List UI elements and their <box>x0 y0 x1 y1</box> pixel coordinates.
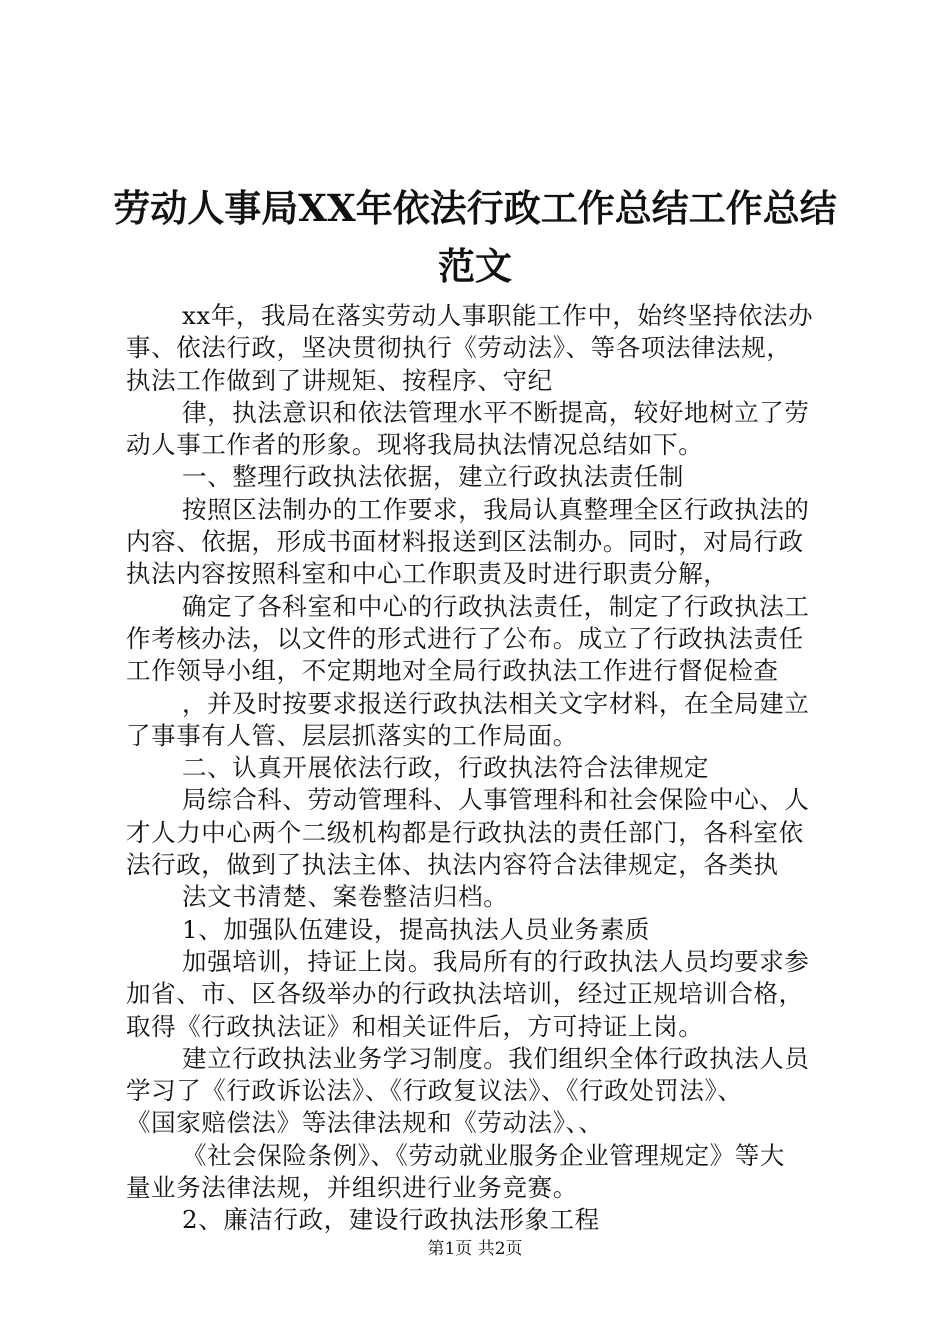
body-text-line: 事、依法行政，坚决贯彻执行《劳动法》、等各项法律法规， <box>126 333 792 363</box>
body-text-line: 取得《行政执法证》和相关证件后，方可持证上岗。 <box>126 1011 704 1041</box>
body-text-line: 法文书清楚、案卷整洁归档。 <box>182 882 509 912</box>
body-text-line: 一、整理行政执法依据，建立行政执法责任制 <box>182 462 684 492</box>
body-text-line: 局综合科、劳动管理科、人事管理科和社会保险中心、人 <box>182 785 810 815</box>
body-text-line: 2、廉洁行政，建设行政执法形象工程 <box>182 1205 600 1235</box>
body-text-line: 工作领导小组，不定期地对全局行政执法工作进行督促检查 <box>126 656 779 686</box>
body-text-line: 动人事工作者的形象。现将我局执法情况总结如下。 <box>126 430 704 460</box>
body-text-line: 1、加强队伍建设，提高执法人员业务素质 <box>182 914 650 944</box>
body-text-line: 内容、依据，形成书面材料报送到区法制办。同时，对局行政 <box>126 527 804 557</box>
body-text-line: 确定了各科室和中心的行政执法责任，制定了行政执法工 <box>182 591 810 621</box>
body-text-line: 学习了《行政诉讼法》、《行政复议法》、《行政处罚法》、 <box>126 1076 743 1106</box>
body-text-line: 建立行政执法业务学习制度。我们组织全体行政执法人员 <box>182 1043 810 1073</box>
body-text-line: 了事事有人管、层层抓落实的工作局面。 <box>126 720 578 750</box>
page-footer: 第1页 共2页 <box>427 1239 523 1259</box>
body-text-line: xx年，我局在落实劳动人事职能工作中，始终坚持依法办 <box>182 301 814 330</box>
document-title-line2: 范文 <box>438 244 512 288</box>
body-text-line: 执法内容按照科室和中心工作职责及时进行职责分解， <box>126 559 729 589</box>
document-title-line1: 劳动人事局XX年依法行政工作总结工作总结 <box>113 186 837 230</box>
document-body <box>126 300 834 1237</box>
body-text-line: 作考核办法，以文件的形式进行了公布。成立了行政执法责任 <box>126 623 804 653</box>
body-text-line: 加省、市、区各级举办的行政执法培训，经过正规培训合格， <box>126 979 804 1009</box>
body-text-line: 才人力中心两个二级机构都是行政执法的责任部门，各科室依 <box>126 817 804 847</box>
body-text-line: 执法工作做到了讲规矩、按程序、守纪 <box>126 365 553 395</box>
body-text-line: 二、认真开展依法行政，行政执法符合法律规定 <box>182 753 710 783</box>
body-text-line: 律，执法意识和依法管理水平不断提高，较好地树立了劳 <box>182 397 810 427</box>
body-text-line: ，并及时按要求报送行政执法相关文字材料，在全局建立 <box>182 688 810 718</box>
body-text-line: 《国家赔偿法》等法律法规和《劳动法》、、 <box>126 1108 604 1138</box>
body-text-line: 量业务法律法规，并组织进行业务竞赛。 <box>126 1173 578 1203</box>
body-text-line: 《社会保险条例》、《劳动就业服务企业管理规定》等大 <box>182 1140 785 1170</box>
body-text-line: 按照区法制办的工作要求，我局认真整理全区行政执法的 <box>182 494 810 524</box>
body-text-line: 法行政，做到了执法主体、执法内容符合法律规定，各类执 <box>126 850 779 880</box>
body-text-line: 加强培训，持证上岗。我局所有的行政执法人员均要求参 <box>182 946 810 976</box>
